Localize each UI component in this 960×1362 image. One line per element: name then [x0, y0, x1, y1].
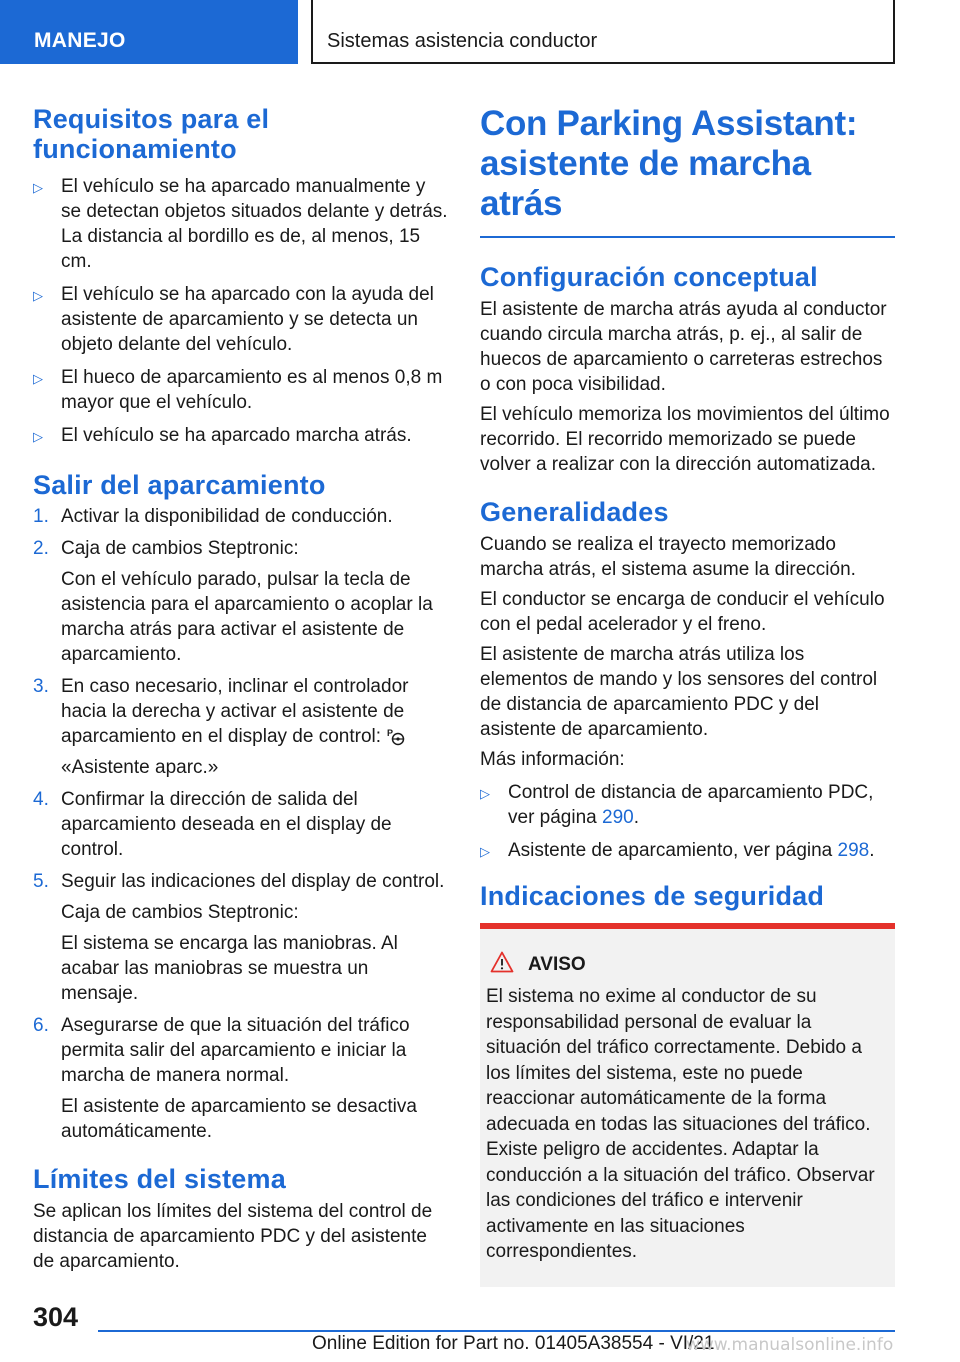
step-item: 6. Asegurarse de que la situación del tráfico permita salir del aparcamiento e iniciar la marcha de manera normal. El asistente de aparcamiento se desactiva automáticamente.	[33, 1015, 417, 1142]
general-paragraph: El conductor se encarga de conducir el vehículo con el pedal acelerador y el freno.	[480, 589, 885, 635]
bullet-icon: ▷	[33, 429, 43, 444]
bullet-icon: ▷	[480, 844, 490, 859]
warning-title: AVISO	[528, 953, 586, 975]
footer-divider	[98, 1330, 895, 1332]
bullet-icon: ▷	[33, 288, 43, 303]
page-link[interactable]: 290	[602, 807, 634, 828]
general-paragraph: El asistente de marcha atrás utiliza los elementos de mando y los sensores del control de distancia de aparcamiento PDC y del asistente de aparcamiento.	[480, 644, 878, 740]
list-item: ▷ El vehículo se ha aparcado con la ayuda del asistente de aparcamiento y se detecta un objeto delante del vehículo.	[33, 284, 434, 355]
list-item: ▷ Asistente de aparcamiento, ver página 298.	[480, 838, 895, 863]
list-item: ▷ El vehículo se ha aparcado marcha atrás.	[33, 423, 448, 448]
parking-assistant-icon	[387, 728, 405, 753]
step-item: 4. Confirmar la dirección de salida del aparcamiento deseada en el display de control.	[33, 789, 392, 860]
concept-paragraph: El vehículo memoriza los movimientos del último recorrido. El recorrido memorizado se puede volver a realizar con la dirección automatizada.	[480, 404, 890, 475]
page-link[interactable]: 298	[837, 840, 870, 861]
concept-heading: Configuración conceptual	[480, 262, 818, 292]
page-number: 304	[33, 1302, 79, 1332]
requirements-list	[33, 174, 448, 448]
general-paragraph: Cuando se realiza el trayecto memorizado marcha atrás, el sistema asume la dirección.	[480, 534, 856, 580]
reference-list	[480, 780, 895, 863]
limits-heading: Límites del sistema	[33, 1164, 286, 1194]
watermark: www.manualsonline.info	[686, 1335, 894, 1355]
list-item: ▷ Control de distancia de aparcamiento PDC, ver página 290.	[480, 782, 874, 828]
concept-paragraph: El asistente de marcha atrás ayuda al conductor cuando circula marcha atrás, p. ej., al salir de huecos de aparcamiento o carreteras estrechos o con poca visibilidad.	[480, 299, 887, 395]
warning-box	[480, 923, 895, 1287]
chapter-title: Sistemas asistencia conductor	[327, 30, 598, 52]
title-underline	[480, 236, 895, 238]
exit-parking-heading: Salir del aparcamiento	[33, 470, 326, 500]
list-item: ▷ El hueco de aparcamiento es al menos 0,8 m mayor que el vehículo.	[33, 367, 443, 413]
warning-text: El sistema no exime al conductor de su responsabilidad personal de evaluar la situación del tráfico correctamente. Debido a los límites del sistema, este no puede reaccionar automáticamente de la forma adecuada en todas las situaciones del tráfico. Existe peligro de accidentes. Adaptar la conducción a la situación del tráfico. Observar las condiciones del tráfico e intervenir activamente en las situaciones correspondientes.	[486, 986, 875, 1262]
exit-steps-list	[33, 504, 448, 1144]
general-heading: Generalidades	[480, 497, 669, 527]
limits-text: Se aplican los límites del sistema del control de distancia de aparcamiento PDC y del asistente de aparcamiento.	[33, 1201, 433, 1272]
step-item: 1. Activar la disponibilidad de conducción.	[33, 506, 393, 527]
more-info-label: Más información:	[480, 749, 625, 770]
svg-text:P: P	[387, 728, 394, 738]
bullet-icon: ▷	[480, 786, 490, 801]
safety-heading: Indicaciones de seguridad	[480, 881, 825, 911]
left-column	[33, 104, 448, 1274]
bullet-icon: ▷	[33, 180, 43, 195]
warning-triangle-icon	[490, 951, 528, 978]
step-item: 2. Caja de cambios Steptronic: Con el vehículo parado, pulsar la tecla de asistencia para el aparcamiento o acoplar la marcha atrás para activar el asistente de aparcamiento.	[33, 538, 433, 665]
section-tab: MANEJO	[0, 0, 298, 64]
bullet-icon: ▷	[33, 371, 43, 386]
main-section-title: Con Parking Assistant: asistente de marcha atrás	[480, 104, 858, 223]
right-column	[480, 104, 895, 1287]
warning-header	[486, 951, 887, 978]
edition-footer: Online Edition for Part no. 01405A38554 - VI/21	[312, 1333, 715, 1354]
requirements-heading: Requisitos para el funcionamiento	[33, 104, 270, 164]
list-item: ▷ El vehículo se ha aparcado manualmente y se detectan objetos situados delante y detrás. La distancia al bordillo es de, al menos, 15 cm.	[33, 176, 448, 272]
step-item: 3. En caso necesario, inclinar el controlador hacia la derecha y activar el asistente de aparcamiento en el display de control: P «Asistente aparc.»	[33, 676, 409, 778]
step-item: 5. Seguir las indicaciones del display de control. Caja de cambios Steptronic: El sistema se encarga las maniobras. Al acabar las maniobras se muestra un mensaje.	[33, 871, 445, 1004]
